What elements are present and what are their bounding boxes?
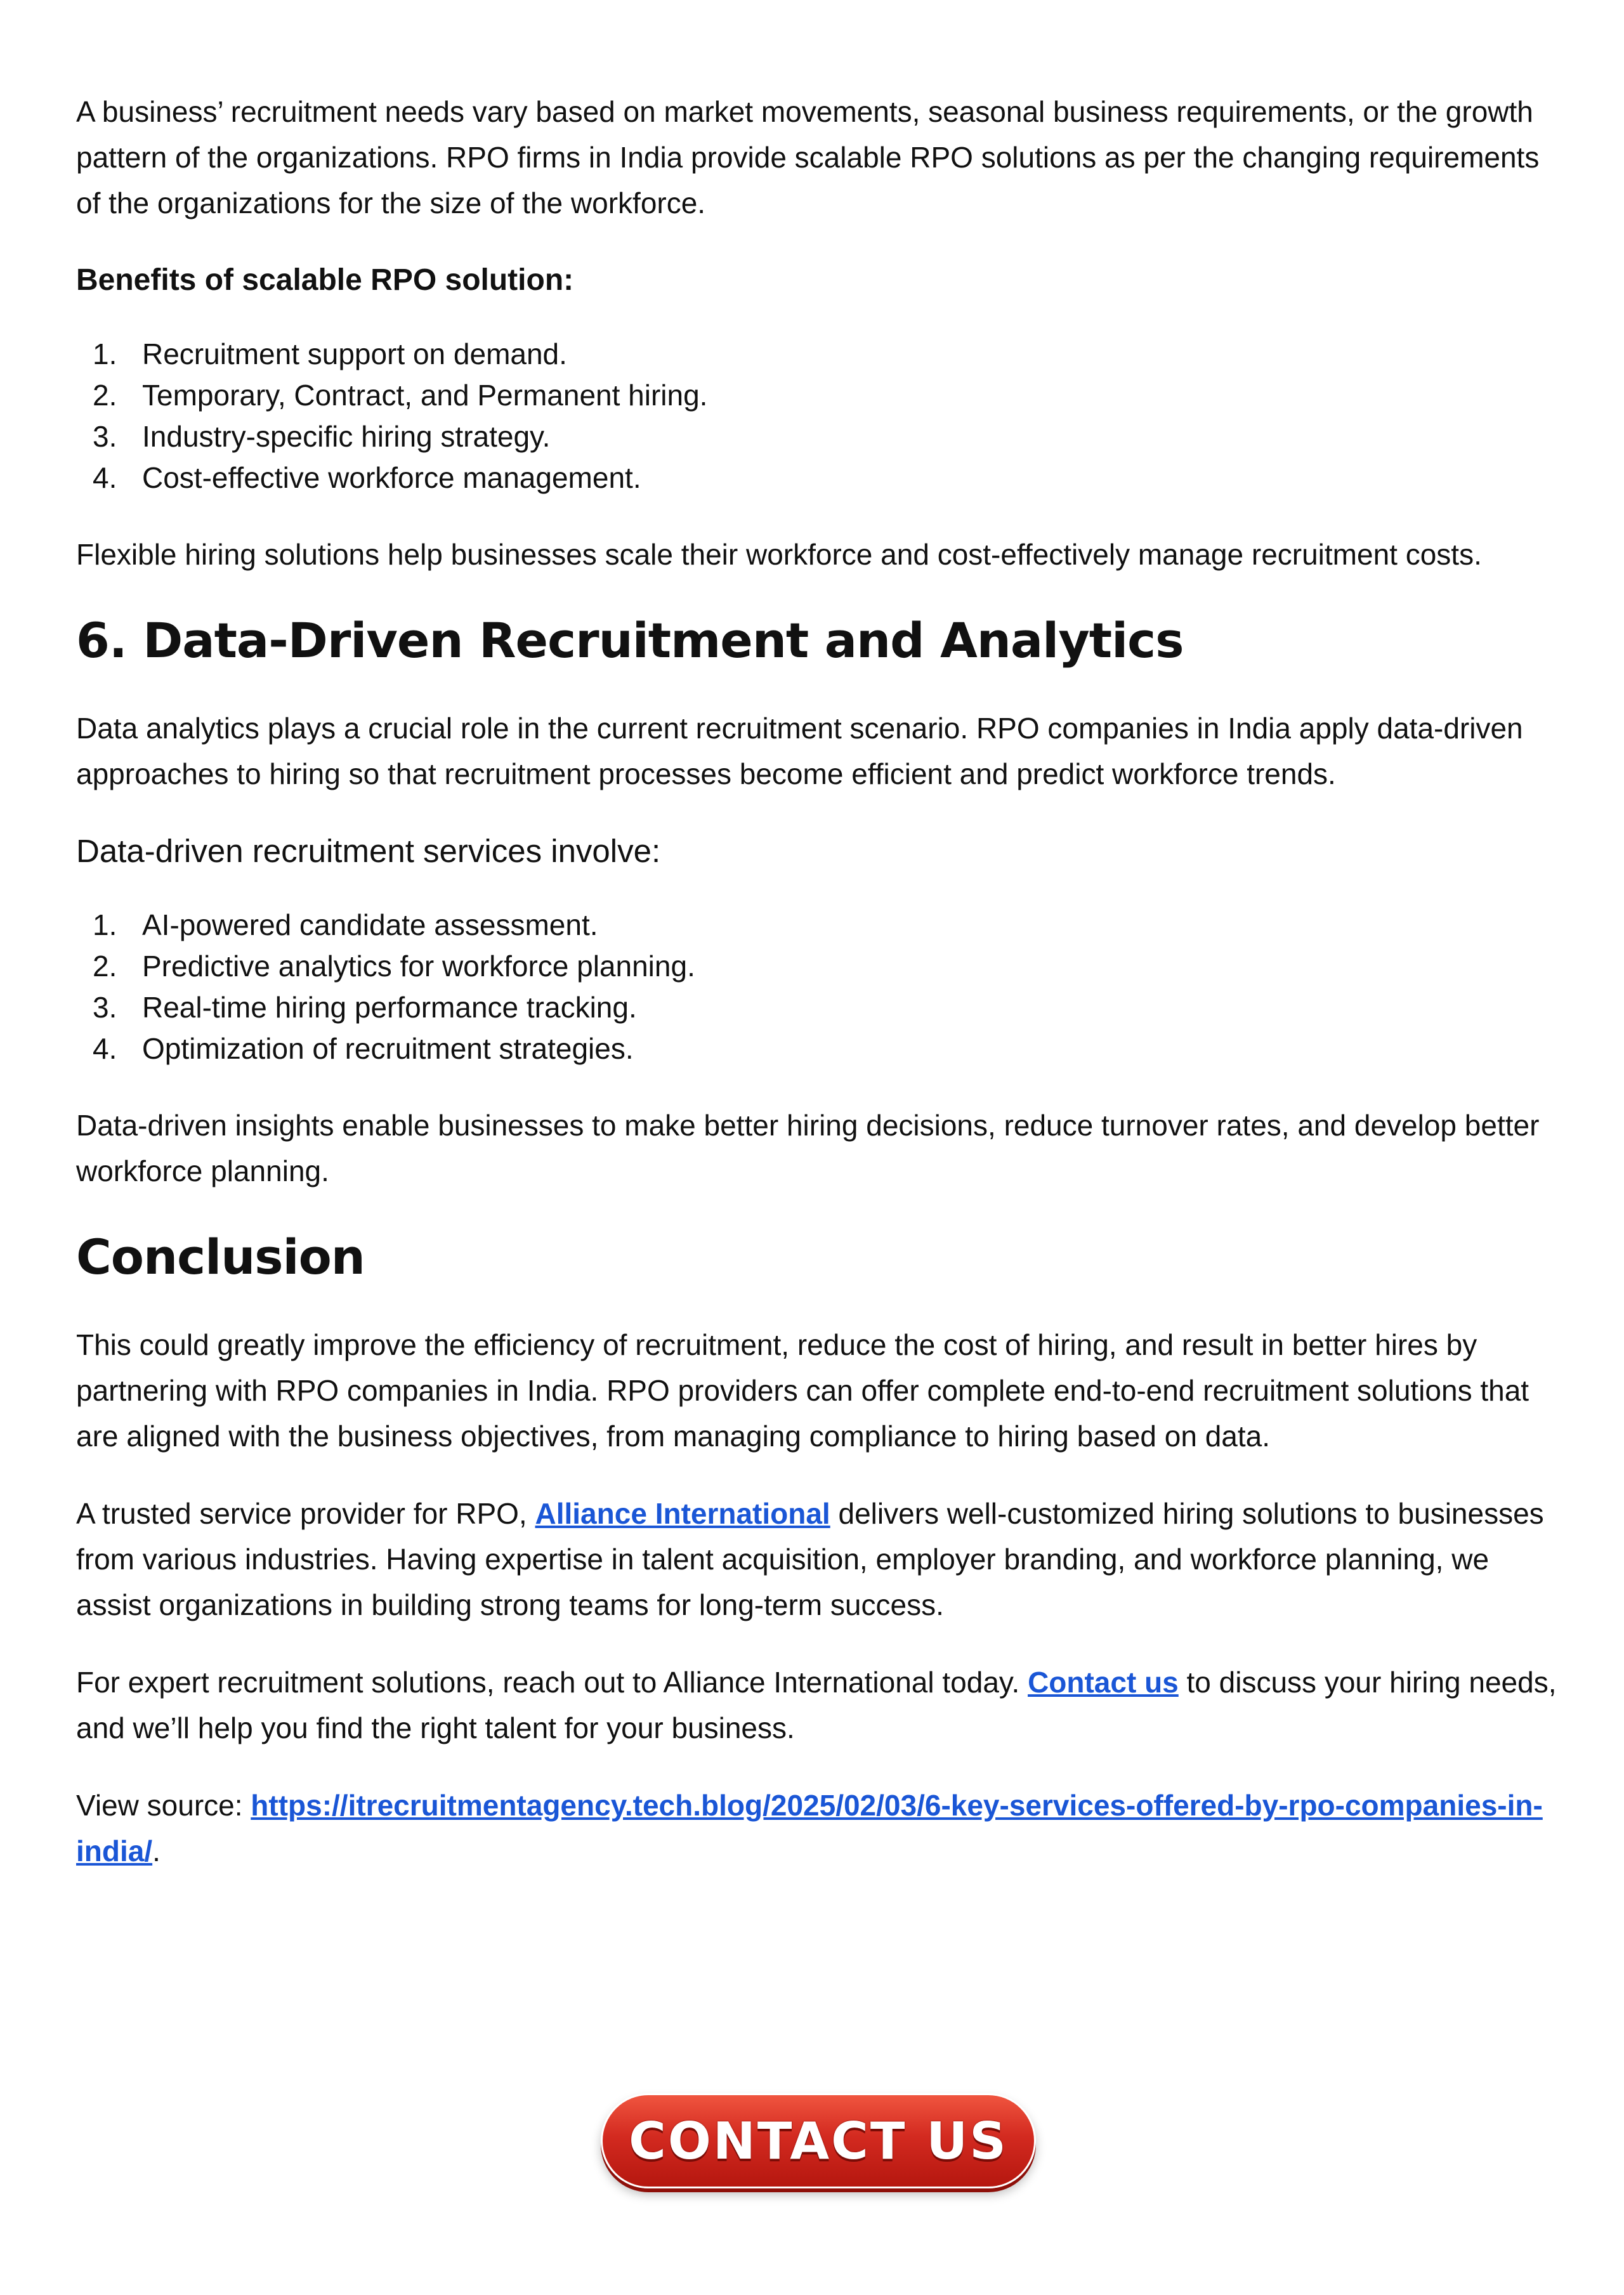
list-item-text: Predictive analytics for workforce planning. [142,950,695,983]
section-6-heading: 6. Data-Driven Recruitment and Analytics [76,612,1184,669]
alliance-international-link[interactable]: Alliance International [535,1497,830,1530]
list-item-text: Temporary, Contract, and Permanent hiring. [142,379,708,412]
view-source-link[interactable]: https://itrecruitmentagency.tech.blog/2025/02/03/6-key-services-offered-by-rpo-companies-in-india/ [76,1789,1543,1867]
paragraph-text: For expert recruitment solutions, reach out to Alliance International today. [76,1666,1028,1699]
paragraph-text: to discuss your hiring needs, and we’ll help you find the right talent for your business. [76,1666,1557,1744]
list-number: 1. [93,908,117,941]
data-driven-list [76,905,1561,1069]
conclusion-paragraph-1: This could greatly improve the efficiency of recruitment, reduce the cost of hiring, and result in better hires by partnering with RPO companies in India. RPO providers can offer complete end-to-end recruitment solutions that are aligned with the business objectives, from managing compliance to hiring based on data. [76,1328,1529,1453]
list-item [76,457,1561,499]
list-number: 3. [93,420,117,453]
intro-paragraph: A business’ recruitment needs vary based on market movements, seasonal business requirements, or the growth pattern of the organizations. RPO firms in India provide scalable RPO solutions as per the changing requirements of the organizations for the size of the workforce. [76,95,1540,219]
list-item-text: Recruitment support on demand. [142,337,567,370]
contact-us-button[interactable] [601,2093,1036,2188]
benefits-heading: Benefits of scalable RPO solution: [76,263,574,297]
paragraph-text: . [152,1834,160,1867]
conclusion-paragraph-3 [76,1659,1561,1751]
list-item [76,334,1561,375]
list-item [76,416,1561,457]
section-6-paragraph: Data analytics plays a crucial role in the current recruitment scenario. RPO companies in India apply data-driven approaches to hiring so that recruitment processes become efficient and predict workforce trends. [76,712,1523,790]
list-item-text: Cost-effective workforce management. [142,461,641,494]
list-item-text: Industry-specific hiring strategy. [142,420,551,453]
benefits-closing-paragraph: Flexible hiring solutions help businesses scale their workforce and cost-effectively manage recruitment costs. [76,538,1482,571]
list-item [76,987,1561,1028]
list-number: 1. [93,337,117,370]
paragraph-text: delivers well-customized hiring solutions to businesses from various industries. Having expertise in talent acquisition, employer branding, and workforce planning, we assist organizations in building strong teams for long-term success. [76,1497,1544,1621]
list-number: 4. [93,461,117,494]
contact-us-link[interactable]: Contact us [1028,1666,1179,1699]
contact-us-button-label: CONTACT US [629,2111,1008,2171]
list-item-text: Real-time hiring performance tracking. [142,991,637,1024]
conclusion-heading: Conclusion [76,1229,365,1285]
article-body [76,89,1561,1906]
list-number: 2. [93,379,117,412]
view-source-line [76,1782,1561,1874]
list-item [76,946,1561,987]
list-item-text: AI-powered candidate assessment. [142,908,598,941]
conclusion-paragraph-2 [76,1491,1561,1628]
list-number: 2. [93,950,117,983]
list-number: 4. [93,1032,117,1065]
contact-us-button-body[interactable] [601,2093,1036,2188]
list-number: 3. [93,991,117,1024]
view-source-label: View source: [76,1789,251,1822]
list-item [76,375,1561,416]
list-item [76,1028,1561,1069]
list-item [76,905,1561,946]
section-6-closing-paragraph: Data-driven insights enable businesses to make better hiring decisions, reduce turnover rates, and develop better workforce planning. [76,1109,1540,1187]
section-6-lead: Data-driven recruitment services involve: [76,833,661,869]
list-item-text: Optimization of recruitment strategies. [142,1032,634,1065]
benefits-list [76,334,1561,499]
paragraph-text: A trusted service provider for RPO, [76,1497,535,1530]
